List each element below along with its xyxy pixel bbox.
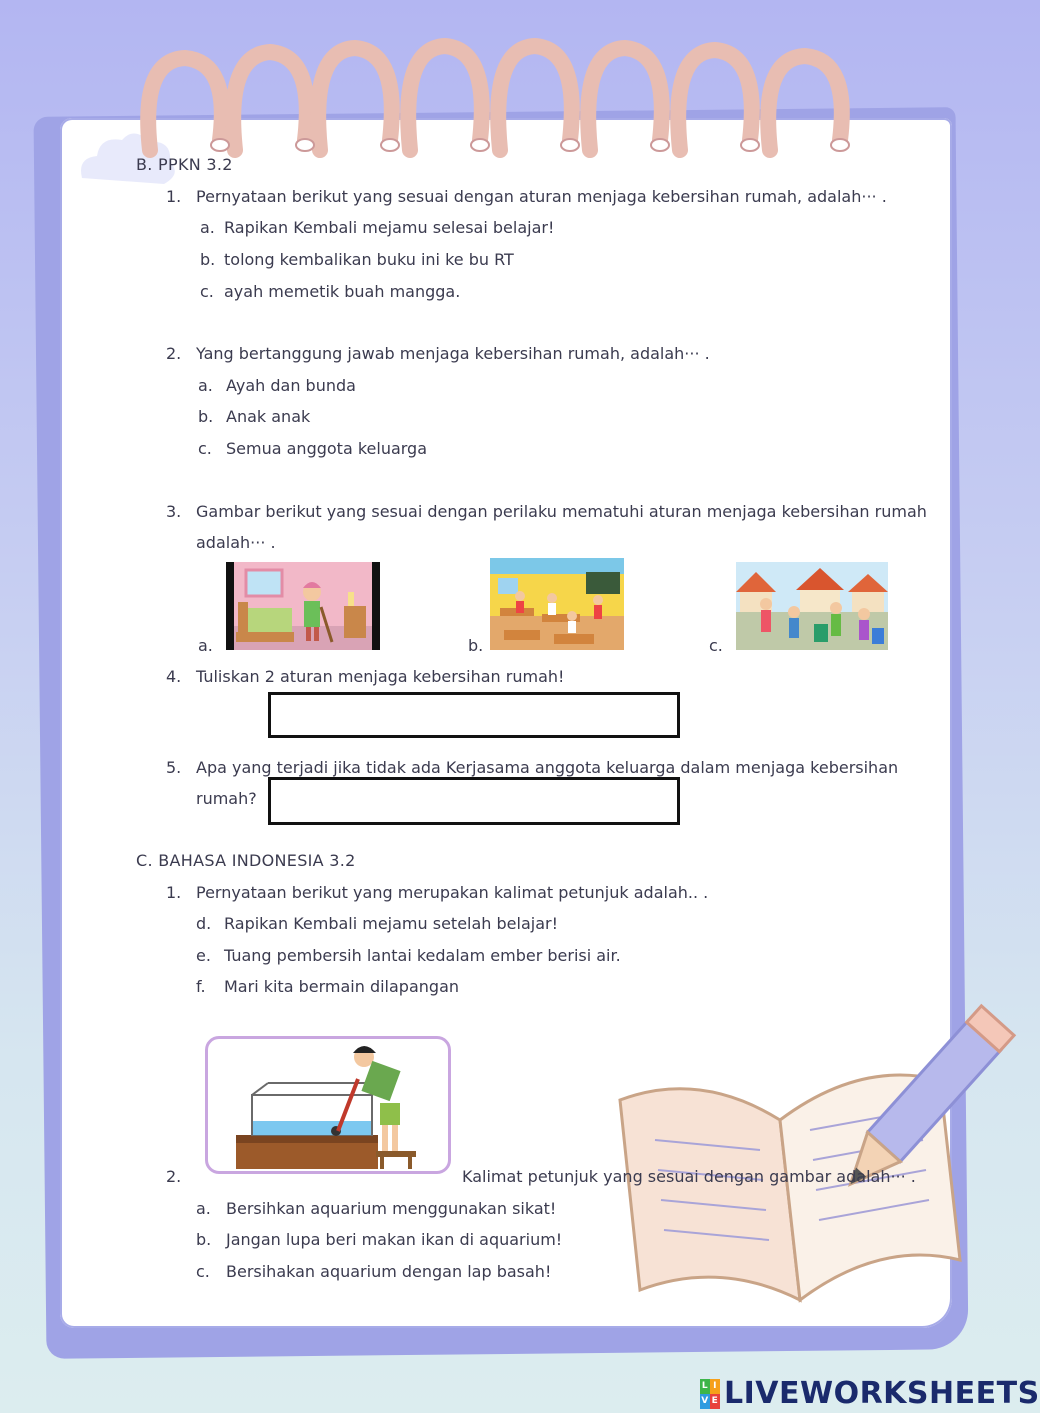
- c-q2-number: 2.: [166, 1167, 182, 1186]
- c-q1-option-d[interactable]: Rapikan Kembali mejamu setelah belajar!: [224, 914, 559, 933]
- c-q2-option-a-letter: a.: [196, 1199, 211, 1218]
- c-q1-option-e[interactable]: Tuang pembersih lantai kedalam ember berisi air.: [224, 946, 621, 965]
- children-cleaning-classroom-illustration: [490, 558, 624, 650]
- b-q3-option-c-image[interactable]: [736, 562, 888, 650]
- b-q3-option-b-image[interactable]: [490, 558, 624, 650]
- b-q4-number: 4.: [166, 667, 182, 686]
- b-q2-number: 2.: [166, 344, 182, 363]
- b-q1-option-a[interactable]: Rapikan Kembali mejamu selesai belajar!: [224, 218, 555, 237]
- b-q1-option-b-letter: b.: [200, 250, 216, 269]
- b-q3-option-a-letter: a.: [198, 636, 213, 655]
- logo-text: LIVEWORKSHEETS: [724, 1376, 1040, 1411]
- b-q3-option-c-letter: c.: [709, 636, 723, 655]
- c-q1-option-e-letter: e.: [196, 946, 211, 965]
- b-q2-option-b-letter: b.: [198, 407, 214, 426]
- b-q5-number: 5.: [166, 758, 182, 777]
- community-cleaning-village-illustration: [736, 562, 888, 650]
- b-q2-text: Yang bertanggung jawab menjaga kebersihan rumah, adalah··· .: [196, 344, 710, 363]
- b-q1-text: Pernyataan berikut yang sesuai dengan aturan menjaga kebersihan rumah, adalah··· .: [196, 187, 887, 206]
- b-q4-answer-input[interactable]: [268, 692, 680, 738]
- c-q2-option-b-letter: b.: [196, 1230, 212, 1249]
- liveworksheets-logo[interactable]: [700, 1376, 1040, 1411]
- b-q3-option-b-letter: b.: [468, 636, 484, 655]
- c-q1-option-f[interactable]: Mari kita bermain dilapangan: [224, 977, 460, 996]
- c-q2-image: [205, 1036, 451, 1174]
- c-q1-option-f-letter: f.: [196, 977, 206, 996]
- live-badge-icon: L I V E: [700, 1379, 720, 1409]
- b-q5-text: Apa yang terjadi jika tidak ada Kerjasama anggota keluarga dalam menjaga kebersihan: [196, 758, 899, 777]
- c-q1-number: 1.: [166, 883, 182, 902]
- b-q3-number: 3.: [166, 502, 182, 521]
- c-q2-option-c-letter: c.: [196, 1262, 210, 1281]
- b-q4-text: Tuliskan 2 aturan menjaga kebersihan rumah!: [196, 667, 565, 686]
- b-q1-number: 1.: [166, 187, 182, 206]
- section-b-heading: B. PPKN 3.2: [136, 155, 233, 174]
- b-q2-option-c-letter: c.: [198, 439, 212, 458]
- b-q3-option-a-image[interactable]: [226, 562, 380, 650]
- c-q2-option-c[interactable]: Bersihakan aquarium dengan lap basah!: [226, 1262, 552, 1281]
- b-q5-answer-input[interactable]: [268, 777, 680, 825]
- c-q2-option-a[interactable]: Bersihkan aquarium menggunakan sikat!: [226, 1199, 557, 1218]
- b-q2-option-b[interactable]: Anak anak: [226, 407, 311, 426]
- c-q2-text: Kalimat petunjuk yang sesuai dengan gambar adalah··· .: [462, 1167, 916, 1186]
- b-q1-option-c[interactable]: ayah memetik buah mangga.: [224, 282, 461, 301]
- b-q1-option-c-letter: c.: [200, 282, 214, 301]
- b-q1-option-a-letter: a.: [200, 218, 215, 237]
- b-q2-option-c[interactable]: Semua anggota keluarga: [226, 439, 428, 458]
- section-c-heading: C. BAHASA INDONESIA 3.2: [136, 851, 356, 870]
- c-q1-text: Pernyataan berikut yang merupakan kalimat petunjuk adalah.. .: [196, 883, 709, 902]
- c-q2-option-b[interactable]: Jangan lupa beri makan ikan di aquarium!: [226, 1230, 563, 1249]
- b-q5-text-cont: rumah?: [196, 789, 257, 808]
- b-q2-option-a-letter: a.: [198, 376, 213, 395]
- girl-cleaning-bedroom-illustration: [226, 562, 380, 650]
- b-q1-option-b[interactable]: tolong kembalikan buku ini ke bu RT: [224, 250, 514, 269]
- b-q2-option-a[interactable]: Ayah dan bunda: [226, 376, 356, 395]
- boy-cleaning-aquarium-illustration: [208, 1039, 448, 1171]
- b-q3-text: Gambar berikut yang sesuai dengan perilaku mematuhi aturan menjaga kebersihan rumah: [196, 502, 927, 521]
- c-q1-option-d-letter: d.: [196, 914, 212, 933]
- b-q3-text-cont: adalah··· .: [196, 533, 276, 552]
